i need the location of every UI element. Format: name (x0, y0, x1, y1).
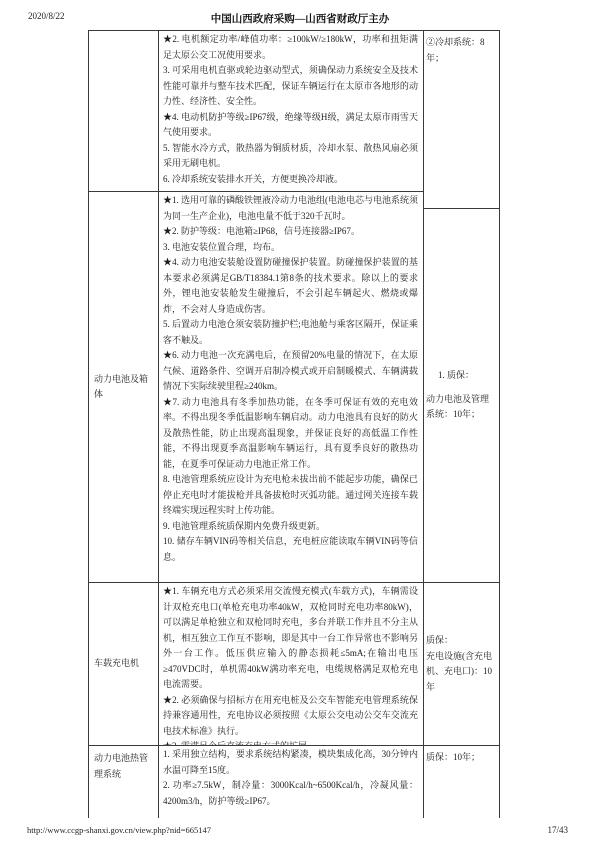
warranty-text: 质保： (426, 635, 454, 645)
spec-paragraph: 1. 采用独立结构，要求系统结构紧凑，模块集成化高，30分钟内水温可降至15度。 (163, 749, 418, 775)
spec-paragraph: ★7. 动力电池具有冬季加热功能，在冬季可保证有效的充电效率。不得出现冬季低温影响车辆启动。动力电池具有良好的防火及散热性能，防止出现高温现象，并保证良好的高低温工作性能，不得出现夏季高温影响车辆运行，具有夏季良好的散热功能，在夏季可保证动力电池正常工作。 (163, 396, 418, 469)
category-cell-empty (88, 30, 158, 191)
spec-cell-thermal (158, 745, 423, 818)
spec-cell-motor (158, 30, 423, 191)
spec-cell-battery (158, 191, 423, 582)
header-date: 2020/8/22 (28, 11, 65, 21)
spec-paragraph: 5. 后置动力电池仓须安装防撞护栏;电池舱与乘客区隔开，保证乘客不触及。 (163, 319, 418, 345)
footer-url: http://www.ccgp-shanxi.gov.cn/view.php?nid=665147 (27, 825, 211, 835)
spec-paragraph: ★1. 车辆充电方式必须采用交流慢充模式(车载方式)，车辆需设计双枪充电口(单枪充电功率40kW，双枪同时充电功率80kW)，可以满足单枪独立和双枪同时充电，多台并联工作并且不分主从机，相互独立工作互不影响，即是其中一台工作异常也不影响另外一台工作。低压供应输入的静态损耗≤5mA;在输出电压≥470VDC时，单机需40kW满功率充电，电缆规格满足双枪充电电流需要。 (163, 586, 418, 689)
warranty-text: 充电设施(含充电机、充电口)：10年 (426, 650, 492, 692)
spec-paragraph: 5. 智能水冷方式，散热器为铜质材质，冷却水泵、散热风扇必须采用无刷电机。 (163, 142, 418, 168)
warranty-cell-battery (423, 208, 500, 582)
spec-paragraph: 9. 电池管理系统质保期内免费升级更新。 (163, 520, 326, 531)
spec-paragraph: 6. 冷却系统安装排水开关，方便更换冷却液。 (163, 173, 344, 184)
spec-paragraph: ★6. 动力电池一次充满电后，在预留20%电量的情况下，在太原气候、道路条件、空调开启制冷模式或开启制暖模式、车辆满载情况下实际续驶里程≥240km。 (163, 350, 418, 391)
spec-paragraph: ★1. 选用可靠的磷酸铁锂液冷动力电池组(电池电芯与电池系统须为同一生产企业)，电池电量不低于320千瓦时。 (163, 195, 418, 221)
spec-paragraph: 3. 可采用电机直驱或轮边驱动型式，须确保动力系统安全及技术性能可靠并与整车技术匹配，保证车辆运行在太原市各地形的动力性、经济性、安全性。 (163, 65, 418, 106)
spec-paragraph: 10. 储存车辆VIN码等相关信息，充电桩应能读取车辆VIN码等信息。 (163, 536, 418, 562)
warranty-cell-thermal (423, 745, 500, 818)
warranty-cell-charger (423, 582, 500, 745)
spec-paragraph: 8. 电池管理系统应设计为充电枪未拔出前不能起步功能，确保已停止充电时才能拔枪并具备拔枪时灭弧功能。通过网关连接车载终端实现远程实时上传功能。 (163, 474, 418, 515)
category-label: 动力电池热管理系统 (94, 753, 149, 779)
warranty-cell-motor (423, 30, 500, 208)
page-title: 中国山西政府采购—山西省财政厅主办 (210, 14, 390, 25)
category-label: 动力电池及箱体 (94, 373, 149, 399)
spec-paragraph: 3. 电池安装位置合理，均布。 (163, 241, 281, 252)
spec-paragraph: ★4. 电动机防护等级≥IP67级，绝缘等级H级，满足太原市雨雪天气使用要求。 (163, 111, 418, 137)
spec-paragraph: ★4. 动力电池安装舱设置防碰撞保护装置。防碰撞保护装置的基本要求必须满足GB/T18384.1第8条的技术要求。除以上的要求外，锂电池安装舱发生碰撞后，不会引起车辆起火、燃烧或爆炸，不会对人身造成伤害。 (163, 257, 418, 314)
warranty-text: 1. 质保： (438, 370, 475, 381)
spec-paragraph: ★2. 电机额定功率/峰值功率：≥100kW/≥180kW，功率和扭矩满足太原公交工况使用要求。 (163, 34, 418, 60)
category-label: 车载充电机 (94, 658, 140, 669)
spec-paragraph: ★2. 必须确保与招标方在用充电桩及公交车智能充电管理系统保持兼容通用性，充电协议必须按照《太原公交电动公交车交流充电技术标准》执行。 (163, 694, 418, 736)
warranty-text: 质保：10年； (426, 752, 481, 762)
spec-cell-charger (158, 582, 423, 745)
warranty-text: 动力电池及管理系统：10年； (426, 393, 490, 420)
spec-paragraph: 2. 功率≥7.5kW，制冷量：3000Kcal/h~6500Kcal/h，冷凝风量：4200m3/h，防护等级≥IP67。 (163, 780, 418, 806)
warranty-text: ②冷却系统：8年； (426, 37, 485, 63)
category-cell-charger (88, 582, 158, 745)
page-number: 17/43 (547, 825, 568, 835)
category-cell-thermal (88, 745, 158, 818)
category-cell-battery (88, 191, 158, 582)
spec-paragraph: ★2. 防护等级：电池箱≥IP68，信号连接器≥IP67。 (163, 226, 360, 236)
